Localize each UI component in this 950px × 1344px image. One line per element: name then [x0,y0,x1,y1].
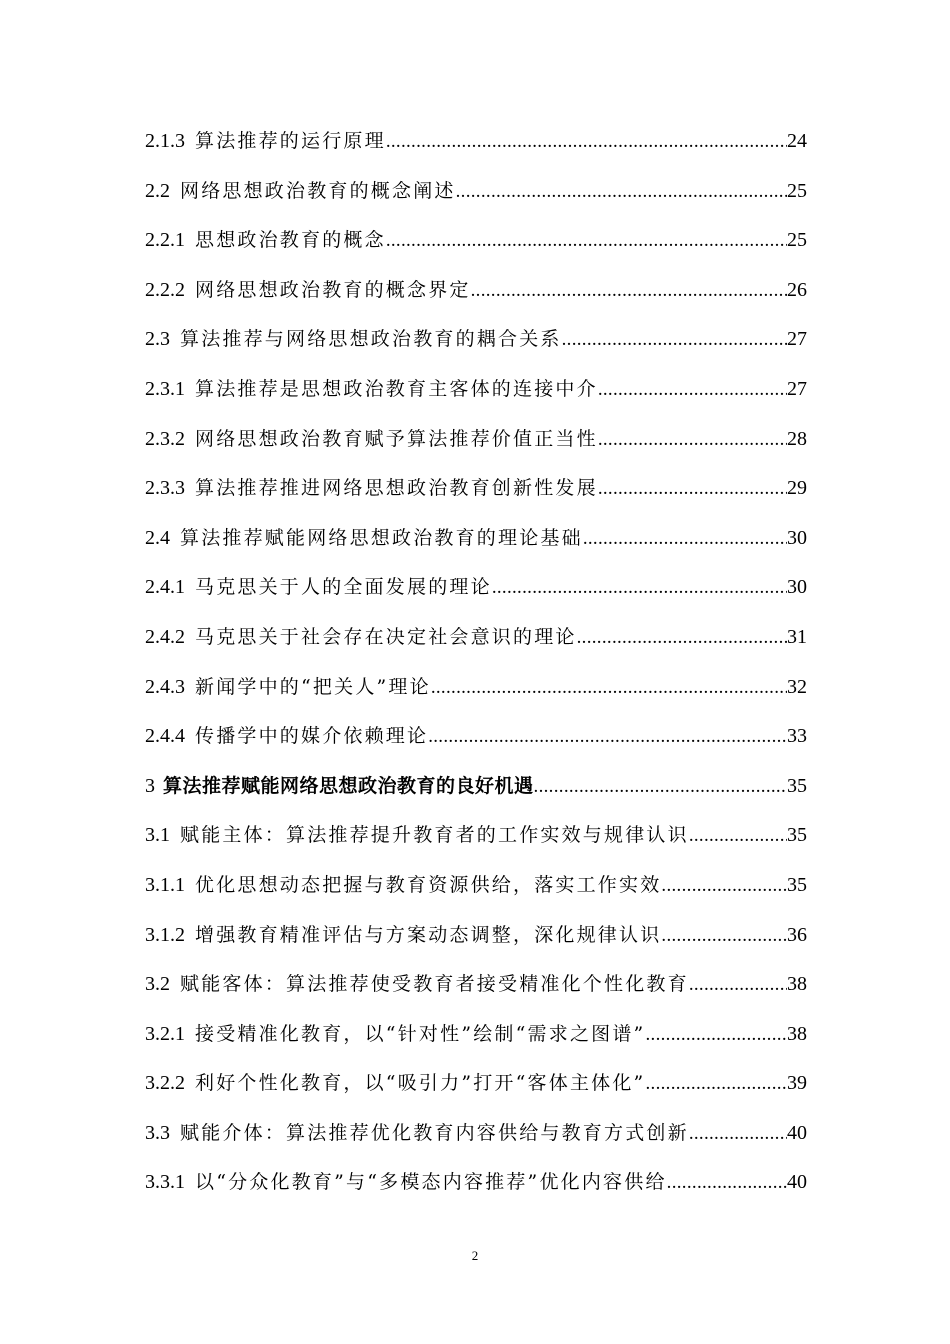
toc-entry-page: 29 [787,477,807,500]
toc-entry[interactable] [145,318,807,368]
toc-entry[interactable] [145,517,807,567]
toc-leader-dots [562,319,787,361]
toc-entry-number: 2.4.2 [145,625,185,648]
toc-entry[interactable] [145,963,807,1013]
toc-entry[interactable] [145,120,807,170]
toc-entry-number: 3.1.2 [145,923,185,946]
toc-entry-title: 新闻学中的“把关人”理论 [195,675,431,698]
toc-entry[interactable] [145,566,807,616]
toc-entry-number: 2.4.3 [145,675,185,698]
toc-entry-title: 网络思想政治教育的概念界定 [195,278,471,301]
toc-entry-title: 算法推荐推进网络思想政治教育创新性发展 [195,477,598,500]
toc-leader-dots [667,1162,787,1204]
toc-entry-title: 赋能主体：算法推荐提升教育者的工作实效与规律认识 [180,824,689,847]
table-of-contents [145,120,807,1211]
toc-entry-title: 赋能介体：算法推荐优化教育内容供给与教育方式创新 [180,1121,689,1144]
toc-entry[interactable] [145,368,807,418]
toc-entry-page: 35 [787,774,807,797]
toc-entry-title: 马克思关于社会存在决定社会意识的理论 [195,625,577,648]
toc-leader-dots [431,667,787,709]
toc-entry-page: 30 [787,576,807,599]
toc-entry[interactable] [145,418,807,468]
toc-entry[interactable] [145,467,807,517]
toc-entry-title: 以“分众化教育”与“多模态内容推荐”优化内容供给 [195,1171,667,1194]
toc-entry-number: 3.1.1 [145,873,185,896]
toc-leader-dots [689,964,787,1006]
toc-entry-page: 26 [787,278,807,301]
toc-entry-title: 传播学中的媒介依赖理论 [195,725,429,748]
toc-entry[interactable] [145,1112,807,1162]
toc-entry-page: 27 [787,328,807,351]
toc-entry-page: 40 [787,1121,807,1144]
page-number: 2 [471,1248,479,1263]
toc-entry-title: 优化思想动态把握与教育资源供给，落实工作实效 [195,873,662,896]
toc-leader-dots [598,419,787,461]
toc-entry-number: 3.1 [145,824,170,847]
toc-entry-title: 接受精准化教育，以“针对性”绘制“需求之图谱” [195,1022,646,1045]
toc-entry-page: 28 [787,427,807,450]
toc-entry-number: 3 [145,774,155,797]
toc-entry-number: 3.2.1 [145,1022,185,1045]
toc-entry[interactable] [145,715,807,765]
toc-leader-dots [456,171,787,213]
toc-entry-page: 31 [787,625,807,648]
toc-entry-number: 3.3 [145,1121,170,1144]
toc-leader-dots [689,815,787,857]
toc-entry-number: 2.3.1 [145,377,185,400]
toc-entry-number: 2.4.1 [145,576,185,599]
toc-entry[interactable] [145,814,807,864]
toc-entry-title: 思想政治教育的概念 [195,229,386,252]
toc-entry-title: 算法推荐与网络思想政治教育的耦合关系 [180,328,562,351]
toc-entry-number: 3.2 [145,973,170,996]
toc-entry-title: 算法推荐是思想政治教育主客体的连接中介 [195,377,598,400]
toc-entry-title: 算法推荐的运行原理 [195,130,386,152]
toc-leader-dots [534,766,787,808]
toc-entry-page: 25 [787,229,807,252]
toc-leader-dots [386,220,787,262]
toc-entry-number: 2.2.2 [145,278,185,301]
toc-entry-page: 39 [787,1072,807,1095]
toc-leader-dots [577,617,787,659]
toc-entry-number: 3.2.2 [145,1072,185,1095]
toc-leader-dots [598,468,787,510]
toc-entry-page: 40 [787,1171,807,1194]
toc-entry[interactable] [145,269,807,319]
toc-entry-title: 利好个性化教育，以“吸引力”打开“客体主体化” [195,1072,646,1095]
toc-entry-page: 32 [787,675,807,698]
toc-leader-dots [645,1063,787,1105]
toc-entry[interactable] [145,765,807,815]
toc-entry-number: 2.3.2 [145,427,185,450]
toc-entry-number: 2.2.1 [145,229,185,252]
toc-entry-title: 赋能客体：算法推荐使受教育者接受精准化个性化教育 [180,973,689,996]
toc-entry-number: 2.4.4 [145,725,185,748]
toc-entry-page: 35 [787,873,807,896]
toc-entry[interactable] [145,219,807,269]
toc-entry-page: 33 [787,725,807,748]
toc-entry[interactable] [145,1062,807,1112]
toc-entry-title: 算法推荐赋能网络思想政治教育的良好机遇 [163,774,534,797]
toc-entry[interactable] [145,666,807,716]
toc-entry-page: 30 [787,526,807,549]
toc-entry-page: 36 [787,923,807,946]
toc-entry-title: 马克思关于人的全面发展的理论 [195,576,492,599]
toc-leader-dots [689,1113,787,1155]
toc-leader-dots [598,369,787,411]
toc-leader-dots [492,567,787,609]
toc-leader-dots [661,915,787,957]
toc-entry-number: 3.3.1 [145,1171,185,1194]
toc-entry-page: 25 [787,179,807,202]
toc-leader-dots [471,270,787,312]
toc-entry-page: 38 [787,1022,807,1045]
toc-entry-page: 38 [787,973,807,996]
toc-entry-page: 27 [787,377,807,400]
toc-entry[interactable] [145,616,807,666]
toc-entry-page: 24 [787,130,807,152]
toc-entry-number: 2.1.3 [145,130,185,152]
toc-entry[interactable] [145,1013,807,1063]
toc-leader-dots [386,121,787,163]
toc-leader-dots [583,518,787,560]
toc-entry-title: 算法推荐赋能网络思想政治教育的理论基础 [180,526,583,549]
toc-entry[interactable] [145,914,807,964]
toc-entry[interactable] [145,1161,807,1211]
toc-entry-title: 网络思想政治教育赋予算法推荐价值正当性 [195,427,598,450]
toc-entry-number: 2.2 [145,179,170,202]
toc-entry-title: 增强教育精准评估与方案动态调整，深化规律认识 [195,923,662,946]
toc-entry-title: 网络思想政治教育的概念阐述 [180,179,456,202]
toc-entry-number: 2.3.3 [145,477,185,500]
toc-leader-dots [428,716,787,758]
toc-leader-dots [661,865,787,907]
toc-leader-dots [645,1014,787,1056]
toc-entry[interactable] [145,864,807,914]
toc-entry-number: 2.4 [145,526,170,549]
toc-entry[interactable] [145,170,807,220]
toc-entry-page: 35 [787,824,807,847]
toc-entry-number: 2.3 [145,328,170,351]
